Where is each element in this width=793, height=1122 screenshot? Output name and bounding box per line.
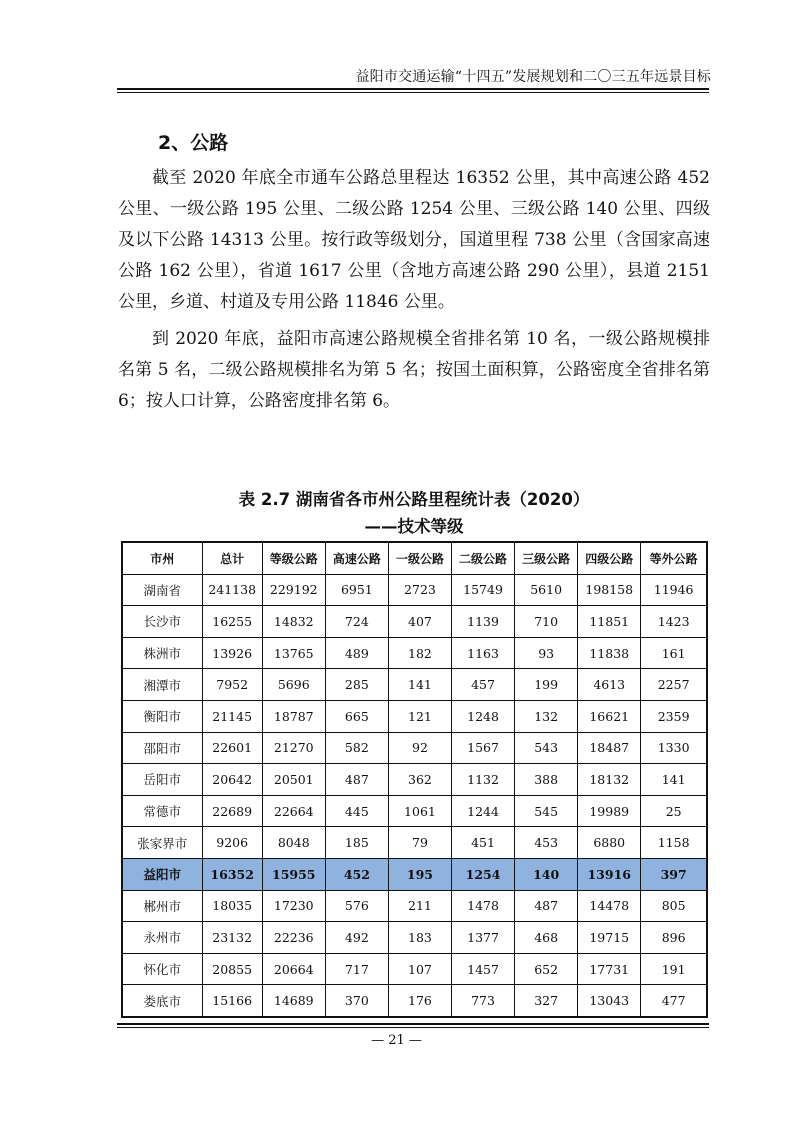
- table-row: [122, 890, 707, 922]
- value-cell: 468: [515, 922, 578, 954]
- value-cell: 457: [452, 669, 515, 701]
- value-cell: 161: [641, 637, 707, 669]
- table-row: [122, 606, 707, 638]
- value-cell: 22236: [262, 922, 325, 954]
- value-cell: 1254: [452, 858, 515, 890]
- column-header: 三级公路: [515, 542, 578, 574]
- value-cell: 18035: [202, 890, 262, 922]
- value-cell: 15955: [262, 858, 325, 890]
- section-heading: 2、公路: [158, 132, 229, 154]
- value-cell: 1158: [641, 827, 707, 859]
- region-cell: 永州市: [122, 922, 202, 954]
- value-cell: 1457: [452, 953, 515, 985]
- column-header: 高速公路: [325, 542, 388, 574]
- footer-rule-thick: [117, 1023, 709, 1025]
- value-cell: 185: [325, 827, 388, 859]
- value-cell: 13916: [578, 858, 641, 890]
- value-cell: 1244: [452, 795, 515, 827]
- value-cell: 19989: [578, 795, 641, 827]
- paragraph: 截至 2020 年底全市通车公路总里程达 16352 公里，其中高速公路 452 公里、一级公路 195 公里、二级公路 1254 公里、三级公路 140 公里、四级及以下公路 14313 公里。按行政等级划分，国道里程 738 公里（含国家高速公路 162 公里），省道 1617 公里（含地方高速公路 290 公里），县道 2151 公里，乡道、村道及专用公路 11846 公里。: [118, 168, 710, 312]
- table-row: [122, 574, 707, 606]
- value-cell: 1377: [452, 922, 515, 954]
- value-cell: 25: [641, 795, 707, 827]
- value-cell: 211: [388, 890, 451, 922]
- value-cell: 17731: [578, 953, 641, 985]
- value-cell: 16255: [202, 606, 262, 638]
- value-cell: 492: [325, 922, 388, 954]
- value-cell: 487: [325, 764, 388, 796]
- value-cell: 20642: [202, 764, 262, 796]
- value-cell: 79: [388, 827, 451, 859]
- value-cell: 7952: [202, 669, 262, 701]
- value-cell: 453: [515, 827, 578, 859]
- mileage-table: [121, 541, 708, 1018]
- region-cell: 益阳市: [122, 858, 202, 890]
- table-subtitle: ——技术等级: [364, 517, 464, 536]
- value-cell: 14478: [578, 890, 641, 922]
- value-cell: 22664: [262, 795, 325, 827]
- value-cell: 543: [515, 732, 578, 764]
- value-cell: 582: [325, 732, 388, 764]
- value-cell: 17230: [262, 890, 325, 922]
- value-cell: 5696: [262, 669, 325, 701]
- column-header: 一级公路: [388, 542, 451, 574]
- value-cell: 132: [515, 700, 578, 732]
- value-cell: 92: [388, 732, 451, 764]
- running-header: 益阳市交通运输“十四五”发展规划和二〇三五年远景目标: [355, 69, 711, 85]
- value-cell: 1567: [452, 732, 515, 764]
- value-cell: 545: [515, 795, 578, 827]
- body-text: [118, 163, 710, 423]
- value-cell: 23132: [202, 922, 262, 954]
- value-cell: 19715: [578, 922, 641, 954]
- value-cell: 6880: [578, 827, 641, 859]
- value-cell: 1248: [452, 700, 515, 732]
- value-cell: 195: [388, 858, 451, 890]
- table-row: [122, 637, 707, 669]
- value-cell: 1478: [452, 890, 515, 922]
- value-cell: 724: [325, 606, 388, 638]
- value-cell: 176: [388, 985, 451, 1017]
- value-cell: 452: [325, 858, 388, 890]
- region-cell: 湖南省: [122, 574, 202, 606]
- value-cell: 362: [388, 764, 451, 796]
- value-cell: 93: [515, 637, 578, 669]
- value-cell: 5610: [515, 574, 578, 606]
- value-cell: 1139: [452, 606, 515, 638]
- table-row: [122, 922, 707, 954]
- value-cell: 896: [641, 922, 707, 954]
- value-cell: 11851: [578, 606, 641, 638]
- value-cell: 183: [388, 922, 451, 954]
- value-cell: 141: [388, 669, 451, 701]
- value-cell: 8048: [262, 827, 325, 859]
- table-row: [122, 732, 707, 764]
- table-row: [122, 827, 707, 859]
- value-cell: 2723: [388, 574, 451, 606]
- value-cell: 489: [325, 637, 388, 669]
- region-cell: 娄底市: [122, 985, 202, 1017]
- value-cell: 191: [641, 953, 707, 985]
- region-cell: 郴州市: [122, 890, 202, 922]
- value-cell: 4613: [578, 669, 641, 701]
- region-cell: 株洲市: [122, 637, 202, 669]
- region-cell: 湘潭市: [122, 669, 202, 701]
- table-row: [122, 700, 707, 732]
- table-row: [122, 795, 707, 827]
- value-cell: 18487: [578, 732, 641, 764]
- value-cell: 1061: [388, 795, 451, 827]
- value-cell: 2359: [641, 700, 707, 732]
- value-cell: 1330: [641, 732, 707, 764]
- value-cell: 665: [325, 700, 388, 732]
- value-cell: 370: [325, 985, 388, 1017]
- value-cell: 477: [641, 985, 707, 1017]
- value-cell: 13926: [202, 637, 262, 669]
- value-cell: 22601: [202, 732, 262, 764]
- value-cell: 20664: [262, 953, 325, 985]
- value-cell: 6951: [325, 574, 388, 606]
- value-cell: 14832: [262, 606, 325, 638]
- value-cell: 21270: [262, 732, 325, 764]
- column-header: 等外公路: [641, 542, 707, 574]
- table-row: [122, 669, 707, 701]
- value-cell: 15166: [202, 985, 262, 1017]
- value-cell: 397: [641, 858, 707, 890]
- column-header: 等级公路: [262, 542, 325, 574]
- value-cell: 652: [515, 953, 578, 985]
- value-cell: 2257: [641, 669, 707, 701]
- value-cell: 241138: [202, 574, 262, 606]
- value-cell: 15749: [452, 574, 515, 606]
- value-cell: 18787: [262, 700, 325, 732]
- value-cell: 327: [515, 985, 578, 1017]
- page-number: — 21 —: [371, 1033, 422, 1048]
- value-cell: 388: [515, 764, 578, 796]
- value-cell: 717: [325, 953, 388, 985]
- value-cell: 805: [641, 890, 707, 922]
- value-cell: 198158: [578, 574, 641, 606]
- value-cell: 140: [515, 858, 578, 890]
- value-cell: 9206: [202, 827, 262, 859]
- value-cell: 121: [388, 700, 451, 732]
- value-cell: 199: [515, 669, 578, 701]
- value-cell: 16621: [578, 700, 641, 732]
- value-cell: 487: [515, 890, 578, 922]
- value-cell: 20855: [202, 953, 262, 985]
- region-cell: 张家界市: [122, 827, 202, 859]
- value-cell: 107: [388, 953, 451, 985]
- value-cell: 451: [452, 827, 515, 859]
- header-rule-thick: [117, 88, 709, 90]
- table-row: [122, 953, 707, 985]
- region-cell: 长沙市: [122, 606, 202, 638]
- value-cell: 20501: [262, 764, 325, 796]
- table-row-highlighted: [122, 858, 707, 890]
- value-cell: 1132: [452, 764, 515, 796]
- value-cell: 16352: [202, 858, 262, 890]
- region-cell: 常德市: [122, 795, 202, 827]
- column-header: 总计: [202, 542, 262, 574]
- paragraph: 到 2020 年底，益阳市高速公路规模全省排名第 10 名，一级公路规模排名第 5 名，二级公路规模排名为第 5 名；按国土面积算，公路密度全省排名第 6；按人口计算，公路密度排名第 6。: [118, 329, 710, 411]
- value-cell: 21145: [202, 700, 262, 732]
- table-row: [122, 764, 707, 796]
- value-cell: 407: [388, 606, 451, 638]
- value-cell: 13765: [262, 637, 325, 669]
- value-cell: 1423: [641, 606, 707, 638]
- value-cell: 710: [515, 606, 578, 638]
- footer-rule-thin: [117, 1027, 709, 1028]
- header-rule-thin: [117, 92, 709, 93]
- value-cell: 576: [325, 890, 388, 922]
- value-cell: 773: [452, 985, 515, 1017]
- table-header-row: [122, 542, 707, 574]
- value-cell: 141: [641, 764, 707, 796]
- table-row: [122, 985, 707, 1017]
- value-cell: 285: [325, 669, 388, 701]
- value-cell: 1163: [452, 637, 515, 669]
- region-cell: 岳阳市: [122, 764, 202, 796]
- value-cell: 18132: [578, 764, 641, 796]
- value-cell: 11946: [641, 574, 707, 606]
- column-header: 市州: [122, 542, 202, 574]
- column-header: 二级公路: [452, 542, 515, 574]
- value-cell: 229192: [262, 574, 325, 606]
- region-cell: 邵阳市: [122, 732, 202, 764]
- value-cell: 14689: [262, 985, 325, 1017]
- region-cell: 衡阳市: [122, 700, 202, 732]
- value-cell: 445: [325, 795, 388, 827]
- value-cell: 13043: [578, 985, 641, 1017]
- table-title: 表 2.7 湖南省各市州公路里程统计表（2020）: [238, 490, 590, 509]
- column-header: 四级公路: [578, 542, 641, 574]
- region-cell: 怀化市: [122, 953, 202, 985]
- value-cell: 182: [388, 637, 451, 669]
- value-cell: 11838: [578, 637, 641, 669]
- value-cell: 22689: [202, 795, 262, 827]
